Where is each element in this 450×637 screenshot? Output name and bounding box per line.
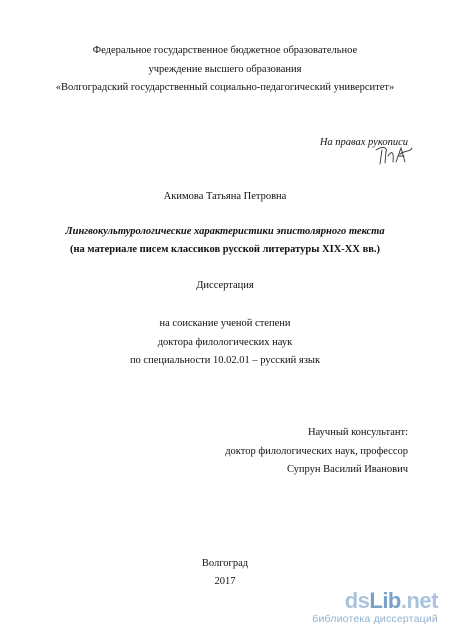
- degree-line-1: на соискание ученой степени: [159, 318, 291, 329]
- document-type: Диссертация: [196, 280, 254, 291]
- degree-line-2: доктора филологических наук: [157, 337, 293, 348]
- dslib-watermark: [312, 588, 438, 629]
- institution-line-3: «Волгоградский государственный социально-педагогический университет»: [55, 82, 395, 93]
- watermark-subtitle: библиотека диссертаций: [312, 613, 438, 625]
- title-line-2: (на материале писем классиков русской литературы XIX-XX вв.): [69, 244, 381, 255]
- institution-line-2: учреждение высшего образования: [148, 64, 302, 75]
- degree-line-3: по специальности 10.02.01 – русский язык: [129, 355, 321, 366]
- footer-city: Волгоград: [201, 558, 249, 569]
- consultant-label: Научный консультант:: [307, 427, 408, 438]
- author-name: Акимова Татьяна Петровна: [163, 191, 287, 202]
- footer-year: 2017: [214, 576, 236, 587]
- dslib-logo: dsLib.net: [344, 588, 438, 613]
- consultant-name: Супрун Василий Иванович: [286, 464, 408, 475]
- manuscript-note: На правах рукописи: [319, 137, 408, 148]
- handwritten-signature: [374, 144, 414, 166]
- consultant-degree: доктор филологических наук, профессор: [225, 446, 408, 457]
- institution-line-1: Федеральное государственное бюджетное образовательное: [92, 45, 358, 56]
- title-line-1: Лингвокультурологические характеристики эпистолярного текста: [65, 226, 385, 237]
